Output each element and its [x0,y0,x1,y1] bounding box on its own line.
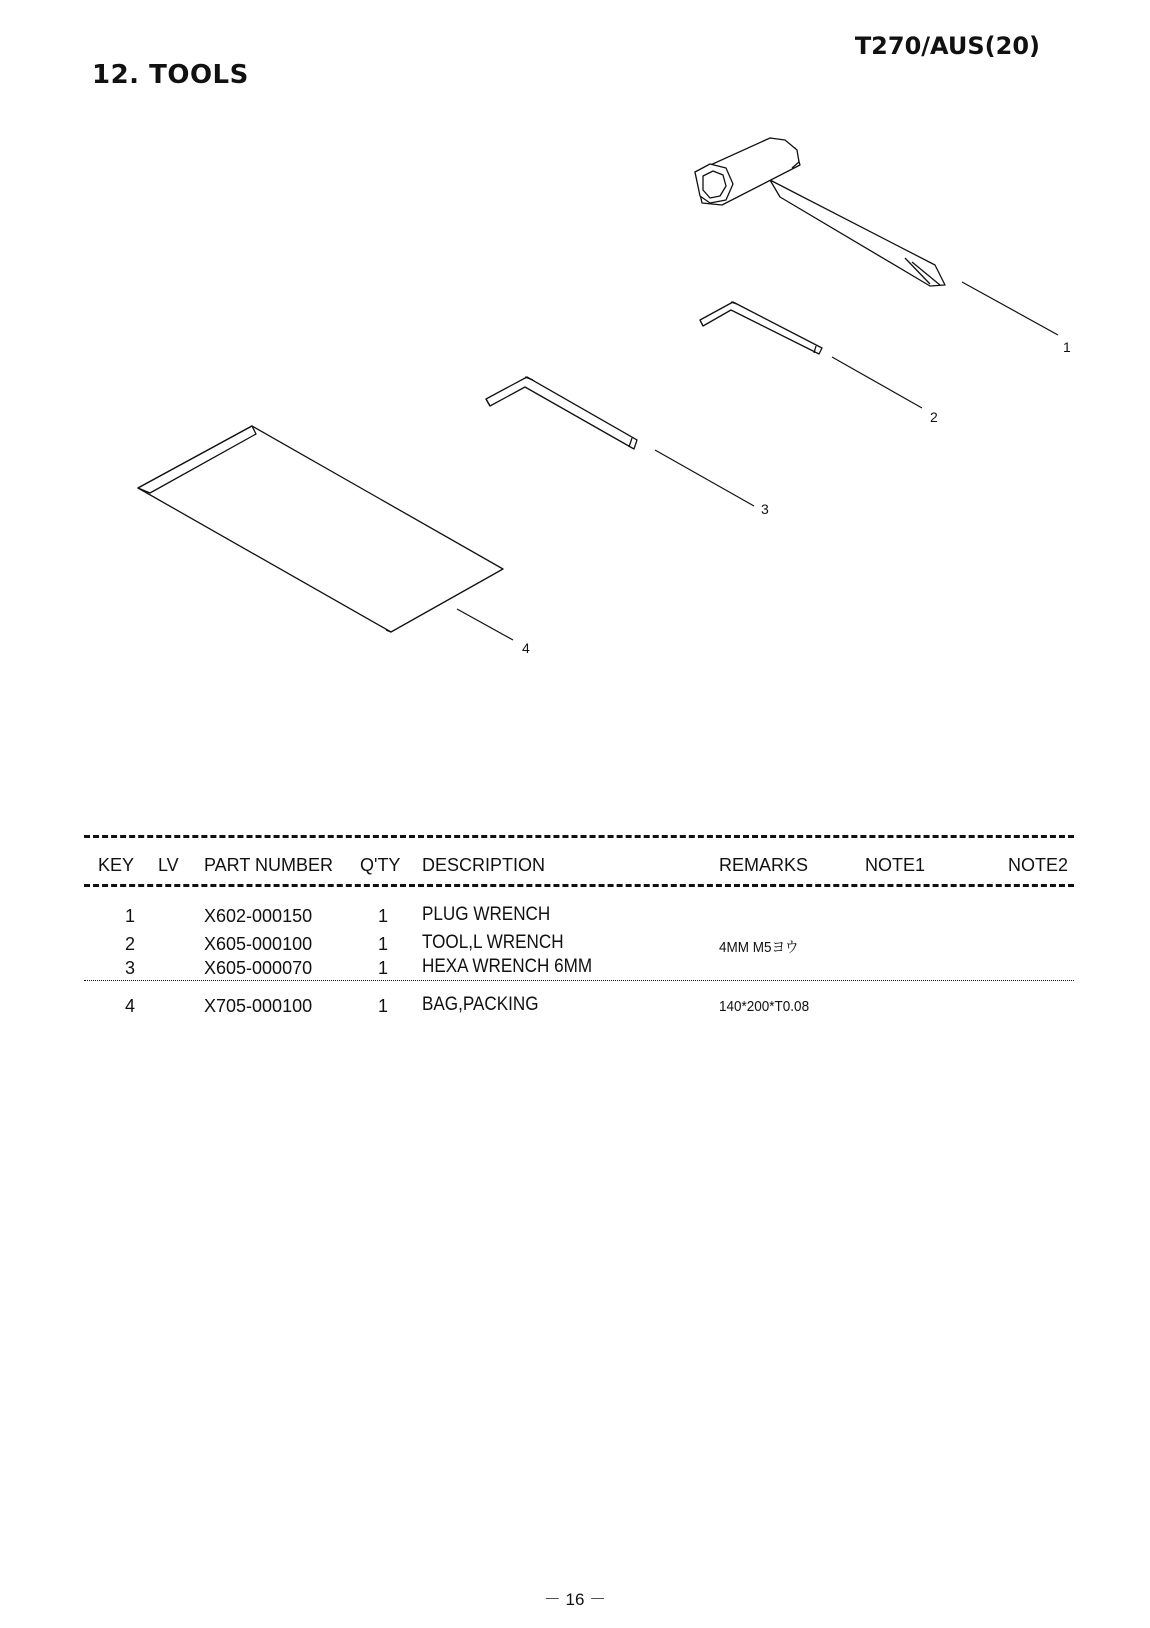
l-wrench-illustration [700,302,822,354]
col-note2: NOTE2 [1008,855,1069,875]
group-divider [84,980,1074,981]
col-note1: NOTE1 [865,855,926,875]
callout-4: 4 [522,640,530,656]
row-description: HEXA WRENCH 6MM [422,956,593,977]
page-title: 12. TOOLS [92,60,249,90]
table-top-rule [84,835,1074,838]
row-qty: 1 [378,906,389,926]
callout-2: 2 [930,409,938,425]
row-key: 2 [125,934,136,954]
col-remarks: REMARKS [719,855,809,875]
col-description: DESCRIPTION [422,855,546,875]
col-lv: LV [158,855,179,875]
row-qty: 1 [378,958,389,978]
row-qty: 1 [378,934,389,954]
packing-bag-illustration [138,426,503,632]
row-remarks: 140*200*T0.08 [719,998,810,1015]
hexa-wrench-illustration [486,377,637,449]
exploded-parts-diagram [0,0,1150,700]
page-number: － 16 － [543,1590,607,1609]
row-description: BAG,PACKING [422,994,539,1015]
col-qty: Q'TY [360,855,401,875]
row-part-number: X602-000150 [204,906,313,926]
callout-1: 1 [1063,339,1071,355]
plug-wrench-illustration [695,138,945,286]
row-part-number: X705-000100 [204,996,313,1016]
row-key: 1 [125,906,136,926]
row-key: 3 [125,958,136,978]
row-part-number: X605-000070 [204,958,313,978]
row-key: 4 [125,996,136,1016]
row-remarks: 4MM M5ヨウ [719,939,799,956]
callout-3: 3 [761,501,769,517]
col-key: KEY [98,855,135,875]
col-part-number: PART NUMBER [204,855,334,875]
row-qty: 1 [378,996,389,1016]
row-description: PLUG WRENCH [422,904,551,925]
row-part-number: X605-000100 [204,934,313,954]
table-header-rule [84,884,1074,887]
row-description: TOOL,L WRENCH [422,932,564,953]
model-code: T270/AUS(20) [854,32,1040,60]
